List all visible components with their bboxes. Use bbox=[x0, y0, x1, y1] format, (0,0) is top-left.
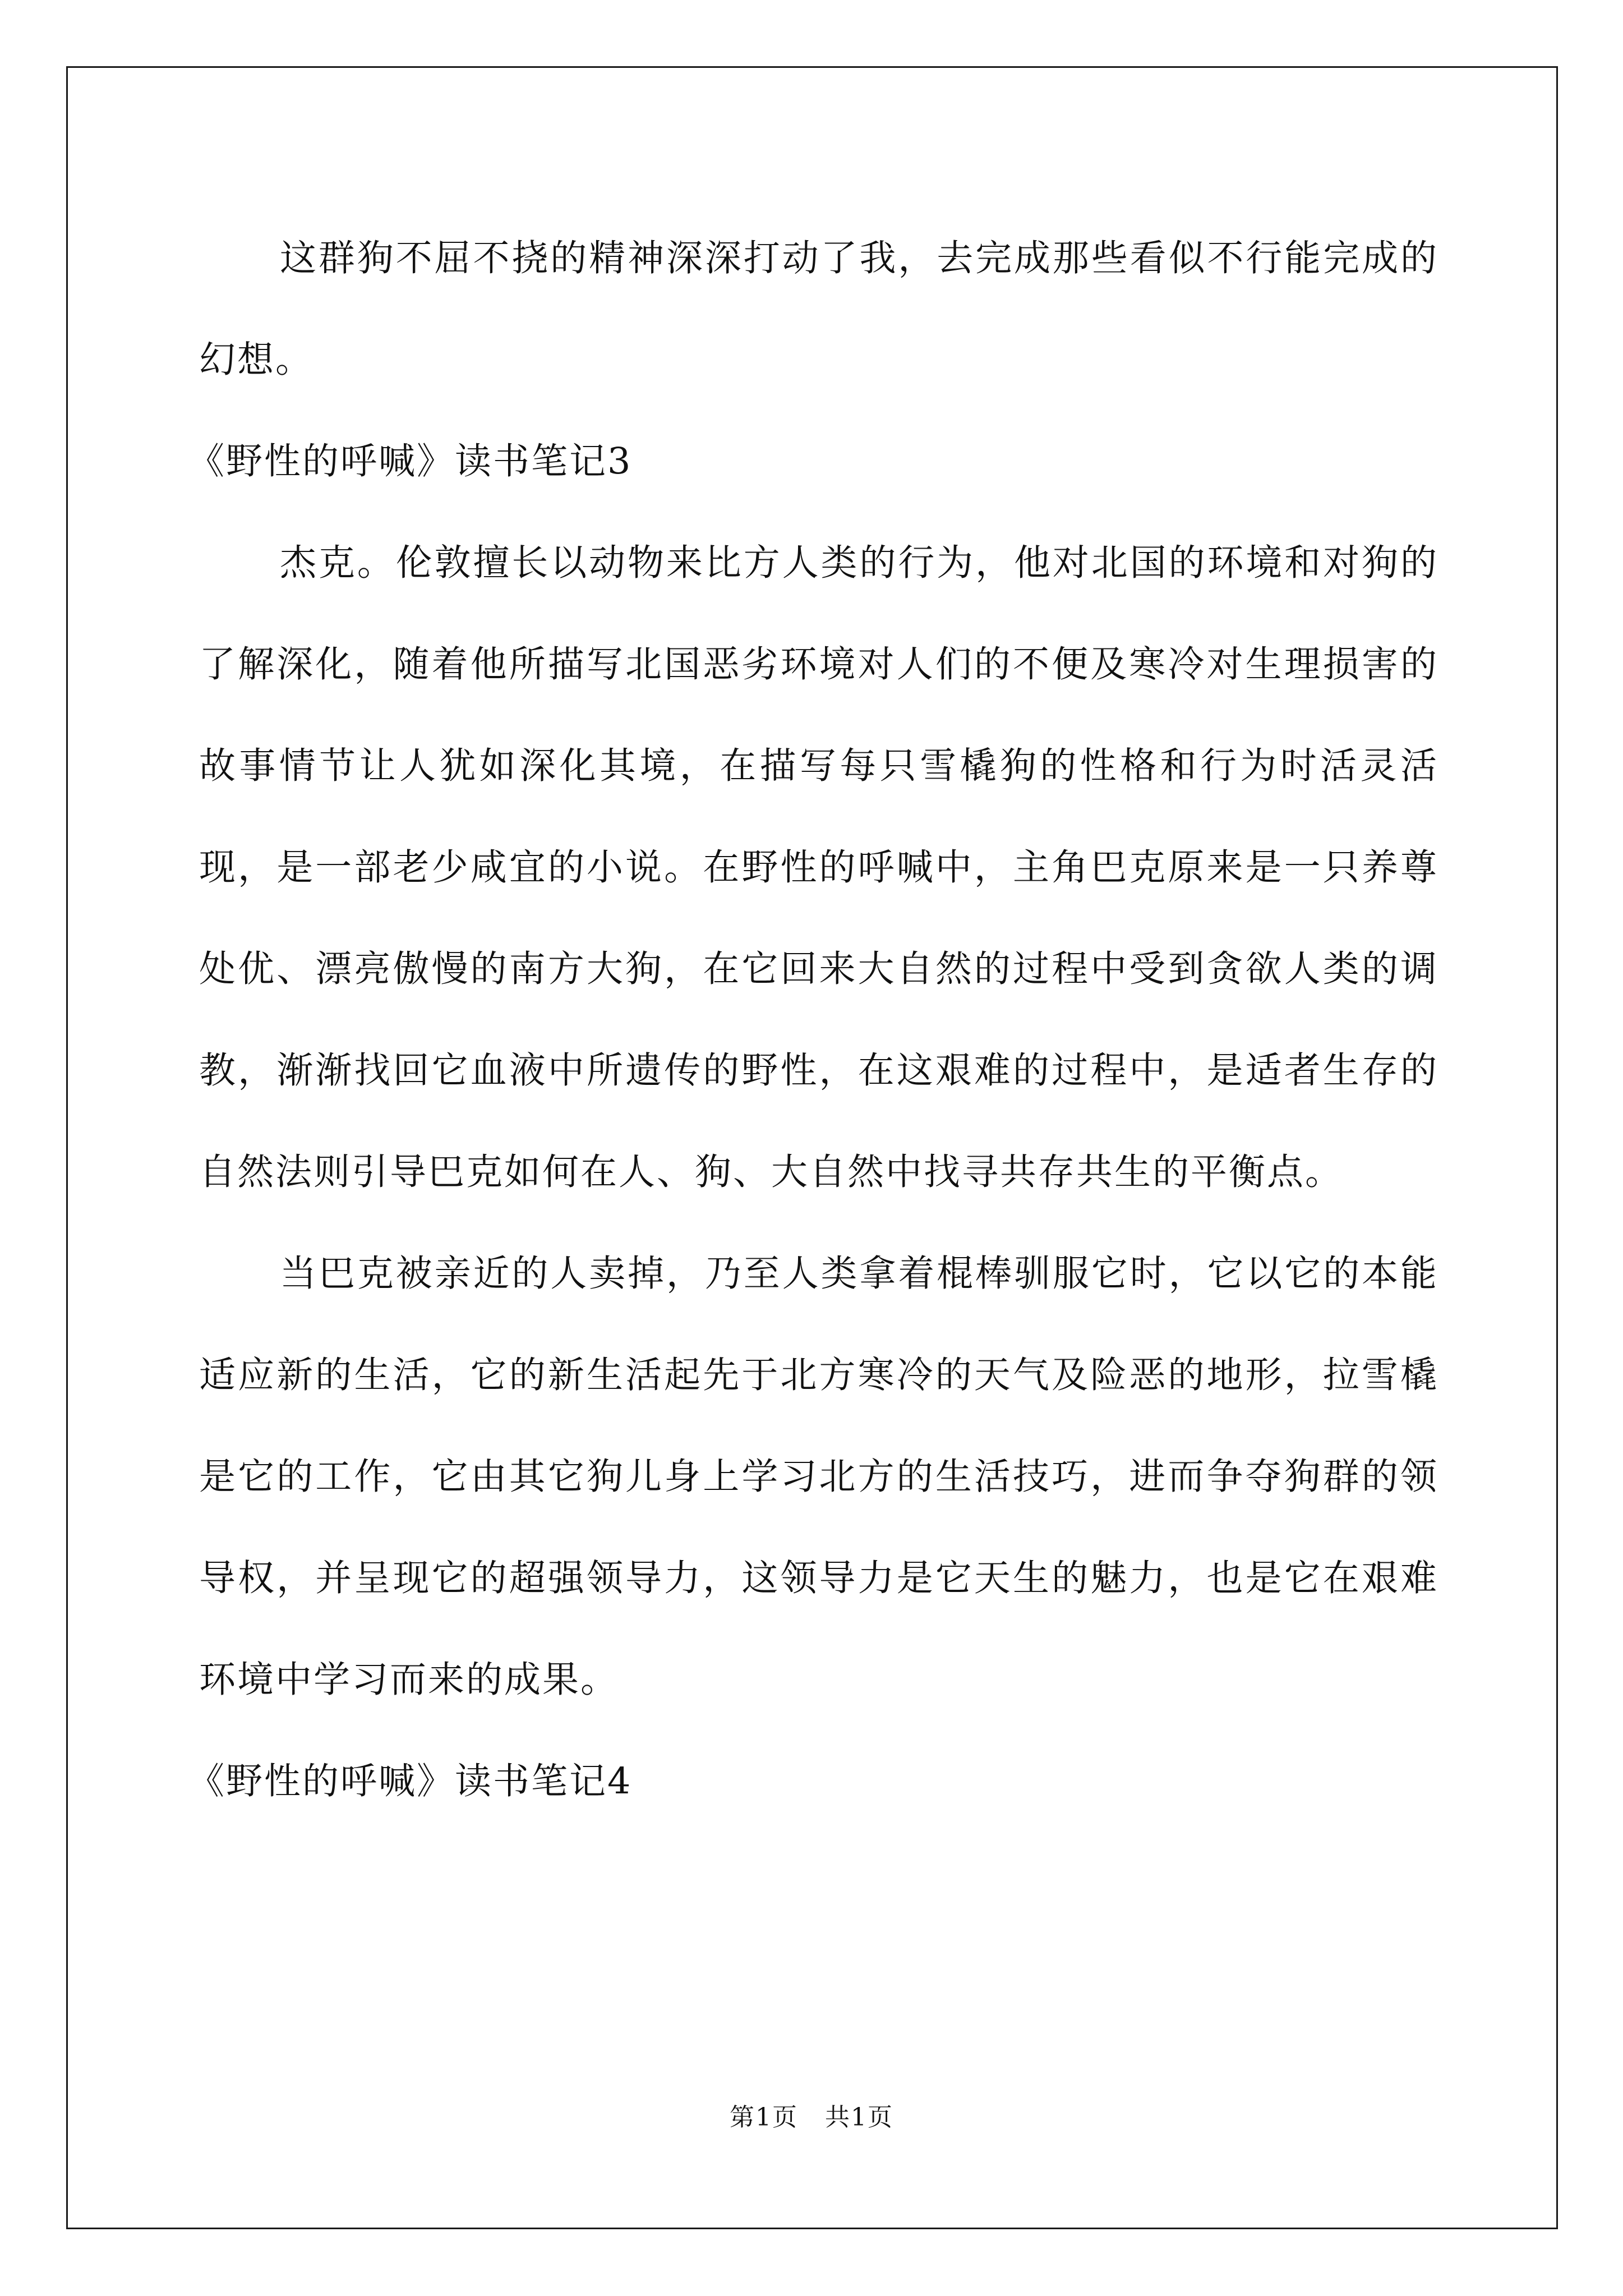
page-number-label: 第1页 共1页 bbox=[730, 2103, 893, 2132]
paragraph-intro: 这群狗不屈不挠的精神深深打动了我，去完成那些看似不行能完成的幻想。 bbox=[199, 237, 1438, 381]
paragraph-buck-sold: 当巴克被亲近的人卖掉，乃至人类拿着棍棒驯服它时，它以它的本能适应新的生活，它的新生活起先于北方寒冷的天气及险恶的地形，拉雪橇是它的工作，它由其它狗儿身上学习北方的生活技巧，进而争夺狗群的领导权，并呈现它的超强领导力，这领导力是它天生的魅力，也是它在艰难环境中学习而来的成果。 bbox=[199, 1253, 1438, 1701]
section-heading-3: 《野性的呼喊》读书笔记3 bbox=[188, 440, 633, 482]
section-heading-4: 《野性的呼喊》读书笔记4 bbox=[188, 1760, 633, 1802]
document-body bbox=[188, 208, 1438, 1832]
page-footer bbox=[0, 2101, 1623, 2134]
paragraph-jack-london: 杰克。伦敦擅长以动物来比方人类的行为，他对北国的环境和对狗的了解深化，随着他所描写北国恶劣环境对人们的不便及寒冷对生理损害的故事情节让人犹如深化其境，在描写每只雪橇狗的性格和行为时活灵活现，是一部老少咸宜的小说。在野性的呼喊中，主角巴克原来是一只养尊处优、漂亮傲慢的南方大狗，在它回来大自然的过程中受到贪欲人类的调教，渐渐找回它血液中所遗传的野性，在这艰难的过程中，是适者生存的自然法则引导巴克如何在人、狗、大自然中找寻共存共生的平衡点。 bbox=[199, 542, 1438, 1193]
